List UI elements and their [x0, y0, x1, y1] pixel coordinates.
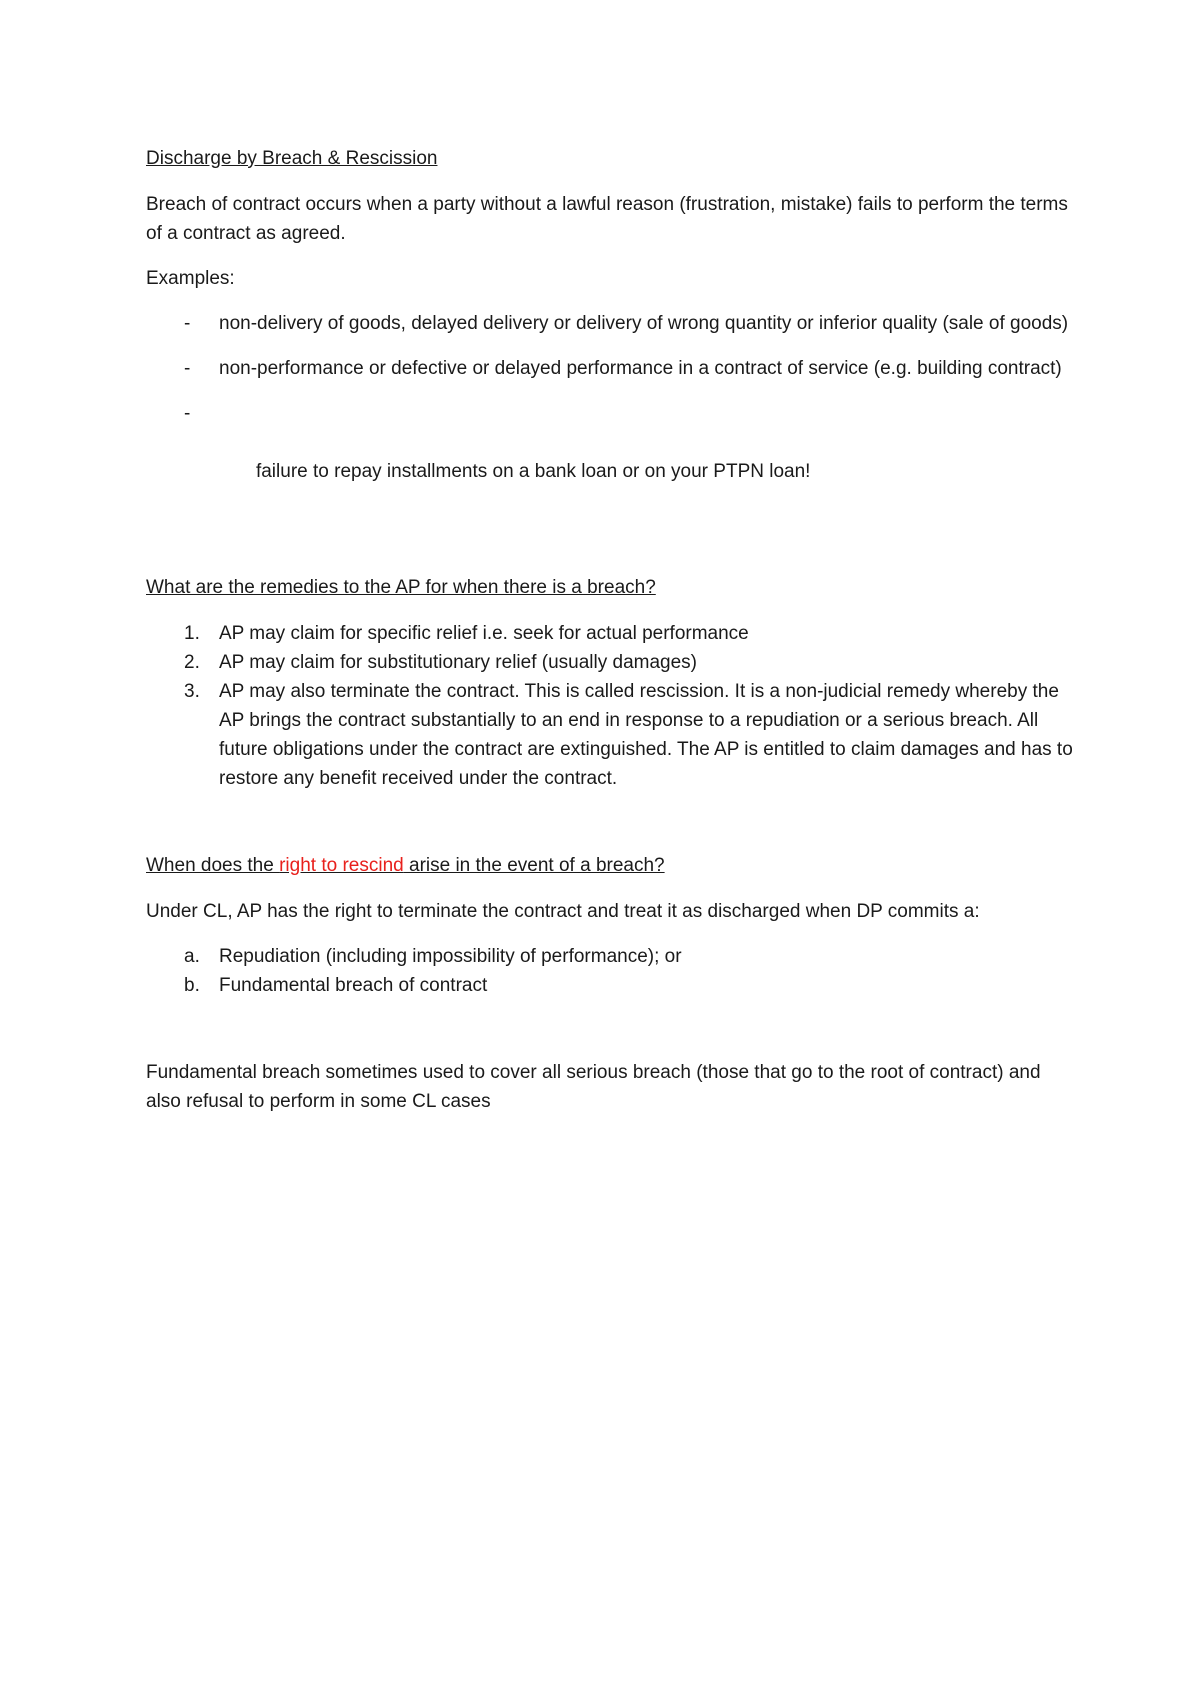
list-letter: b.	[184, 975, 200, 996]
rescind-intro: Under CL, AP has the right to terminate the contract and treat it as discharged when DP commits a:	[146, 901, 980, 922]
examples-list	[146, 309, 1076, 515]
remedies-list	[146, 619, 1076, 793]
list-number: 1.	[184, 623, 200, 644]
bullet-dash: -	[184, 403, 191, 424]
bullet-dash: -	[184, 358, 191, 379]
list-number: 2.	[184, 652, 200, 673]
example-text: non-performance or defective or delayed performance in a contract of service (e.g. building contract)	[219, 358, 1062, 379]
example-text: non-delivery of goods, delayed delivery or delivery of wrong quantity or inferior quality (sale of goods)	[219, 313, 1069, 334]
list-number: 3.	[184, 681, 200, 702]
list-item	[146, 648, 1076, 677]
ground-text: Repudiation (including impossibility of performance); or	[219, 946, 682, 967]
list-item	[146, 677, 1076, 793]
examples-label: Examples:	[146, 268, 235, 289]
list-item	[146, 354, 1076, 383]
list-item	[146, 309, 1076, 338]
title-part: When does the	[146, 855, 280, 876]
section-title-rescind	[146, 851, 1076, 880]
list-item	[146, 619, 1076, 648]
list-letter: a.	[184, 946, 200, 967]
list-item	[146, 971, 1076, 1000]
remedy-text: AP may also terminate the contract. This is called rescission. It is a non-judicial remedy whereby the AP brings the contract substantially to an end in response to a repudiation or a serious breach. All future obligations under the contract are extinguished. The AP is entitled to claim damages and has to restore any benefit received under the contract.	[219, 681, 1073, 789]
remedy-text: AP may claim for specific relief i.e. seek for actual performance	[219, 623, 749, 644]
breach-definition: Breach of contract occurs when a party without a lawful reason (frustration, mistake) fails to perform the terms of a contract as agreed.	[146, 194, 1068, 244]
section-title-discharge: Discharge by Breach & Rescission	[146, 148, 438, 169]
list-item	[146, 399, 1076, 515]
list-item	[146, 942, 1076, 971]
section-title-remedies: What are the remedies to the AP for when there is a breach?	[146, 577, 656, 598]
title-part: arise in the event of a breach?	[403, 855, 665, 876]
bullet-dash: -	[184, 313, 191, 334]
ground-text: Fundamental breach of contract	[219, 975, 488, 996]
fundamental-breach-note: Fundamental breach sometimes used to cover all serious breach (those that go to the root of contract) and also refusal to perform in some CL cases	[146, 1062, 1041, 1112]
example-text: failure to repay installments on a bank loan or on your PTPN loan!	[250, 461, 811, 482]
grounds-list	[146, 942, 1076, 1000]
highlighted-phrase: right to rescind	[279, 855, 404, 876]
remedy-text: AP may claim for substitutionary relief (usually damages)	[219, 652, 698, 673]
document-page	[146, 144, 1076, 1116]
